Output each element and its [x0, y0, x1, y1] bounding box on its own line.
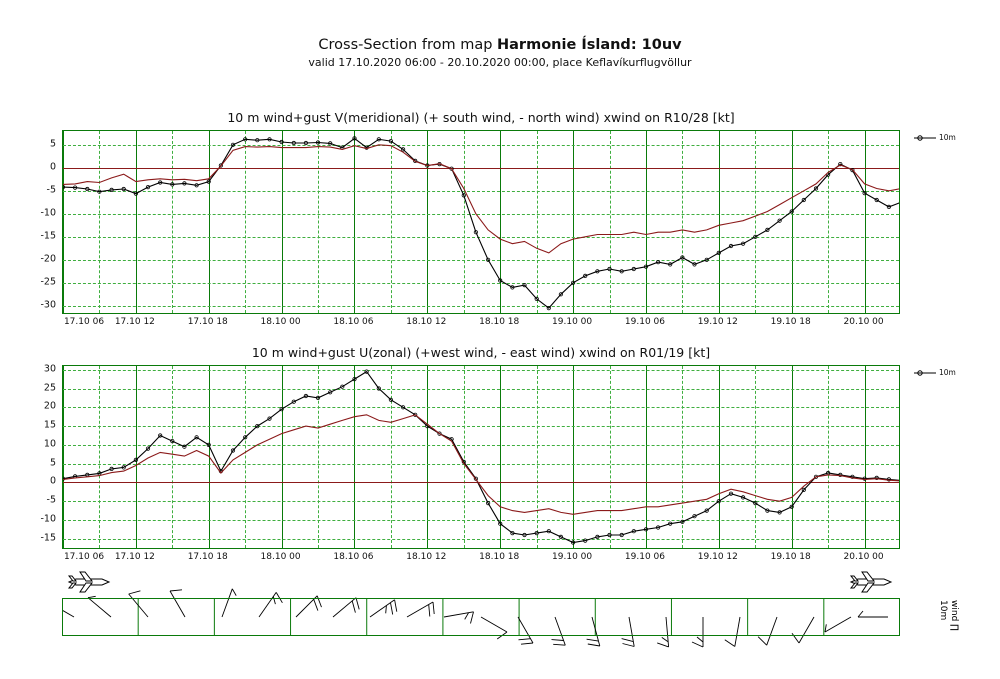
y-axis-tick-label: -15: [40, 532, 56, 544]
x-axis-tick-label: 17.10 06: [63, 552, 105, 562]
x-axis-tick-label: 19.10 18: [770, 552, 811, 562]
y-axis-tick-label: -5: [46, 184, 56, 196]
y-axis-tick-label: 20: [43, 400, 56, 412]
y-axis-tick-label: -5: [46, 494, 56, 506]
x-axis-tick-label: 17.10 18: [187, 317, 228, 327]
series-layer: [63, 366, 900, 549]
series-marker: [899, 479, 900, 482]
series-layer: [63, 131, 900, 314]
chart-title-u: 10 m wind+gust U(zonal) (+west wind, - east wind) xwind on R01/19 [kt]: [251, 345, 711, 360]
y-axis-tick-label: -10: [40, 207, 56, 219]
x-axis-tick-label: 17.10 18: [187, 552, 228, 562]
legend-line-icon: [914, 369, 936, 377]
x-axis-tick-label: 19.10 12: [697, 552, 738, 562]
x-axis-tick-label: 18.10 18: [479, 317, 520, 327]
x-axis-tick-label: 18.10 00: [260, 552, 301, 562]
y-axis-tick-label: 15: [43, 419, 56, 431]
airplane-icon: [851, 572, 891, 592]
y-axis-tick-label: 30: [43, 363, 56, 375]
x-axis-tick-label: 19.10 06: [624, 552, 665, 562]
plot-area-u[interactable]: [62, 365, 900, 549]
y-axis-tick-label: -15: [40, 230, 56, 242]
legend-v: [914, 133, 956, 142]
barb-side-label-10m: 10m: [938, 600, 948, 621]
y-axis-tick-label: 0: [49, 161, 56, 173]
y-axis-tick-label: 10: [43, 438, 56, 450]
x-axis-tick-label: 19.10 00: [552, 552, 593, 562]
legend-u: [914, 368, 956, 377]
barb-side-label: [938, 600, 959, 631]
x-axis-tick-label: 19.10 18: [770, 317, 811, 327]
x-axis-tick-label: 20.10 00: [843, 317, 884, 327]
x-axis-tick-label: 17.10 12: [114, 552, 155, 562]
series-marker: [899, 201, 900, 204]
x-axis-tick-label: 17.10 12: [114, 317, 155, 327]
y-axis-tick-label: 0: [49, 475, 56, 487]
legend-label-v: 10m: [939, 133, 956, 142]
page-title-prefix: Cross-Section from map: [318, 37, 498, 53]
barb-side-label-wind: wind ∏: [949, 600, 959, 631]
x-axis-tick-label: 18.10 18: [479, 552, 520, 562]
series-line-mean: [63, 415, 900, 515]
x-axis-tick-label: 18.10 06: [333, 317, 374, 327]
page-title-main: [0, 36, 1000, 54]
x-axis-tick-label: 19.10 12: [697, 317, 738, 327]
page-title: [0, 36, 1000, 70]
y-axis-tick-label: -25: [40, 276, 56, 288]
chart-title-v: 10 m wind+gust V(meridional) (+ south wind, - north wind) xwind on R10/28 [kt]: [227, 110, 735, 125]
y-axis-tick-label: -20: [40, 253, 56, 265]
chart-panel-v: [40, 110, 956, 327]
page-title-bold: Harmonie Ísland: 10uv: [497, 37, 682, 53]
y-axis-tick-label: 5: [49, 457, 56, 469]
x-axis-tick-label: 18.10 12: [406, 552, 447, 562]
airplane-icon: [69, 572, 109, 592]
x-axis-tick-label: 18.10 12: [406, 317, 447, 327]
legend-line-icon: [914, 134, 936, 142]
x-axis-tick-label: 19.10 00: [552, 317, 593, 327]
page-subtitle: valid 17.10.2020 06:00 - 20.10.2020 00:00, place Keflavíkurflugvöllur: [308, 56, 692, 69]
chart-panel-u: [40, 345, 956, 562]
barb-grid-box: [62, 598, 900, 636]
x-axis-tick-label: 20.10 00: [843, 552, 884, 562]
series-line-gust: [63, 372, 900, 543]
y-axis-tick-label: 5: [49, 138, 56, 150]
wind-barb-panel: [62, 560, 900, 670]
y-axis-tick-label: 25: [43, 382, 56, 394]
x-axis-tick-label: 18.10 06: [333, 552, 374, 562]
x-axis-tick-label: 18.10 00: [260, 317, 301, 327]
series-line-mean: [63, 145, 900, 253]
plot-area-v[interactable]: [62, 130, 900, 314]
series-line-gust: [63, 138, 900, 308]
legend-label-u: 10m: [939, 368, 956, 377]
x-axis-tick-label: 17.10 06: [63, 317, 105, 327]
y-axis-tick-label: -10: [40, 513, 56, 525]
y-axis-tick-label: -30: [40, 299, 56, 311]
x-axis-tick-label: 19.10 06: [624, 317, 665, 327]
